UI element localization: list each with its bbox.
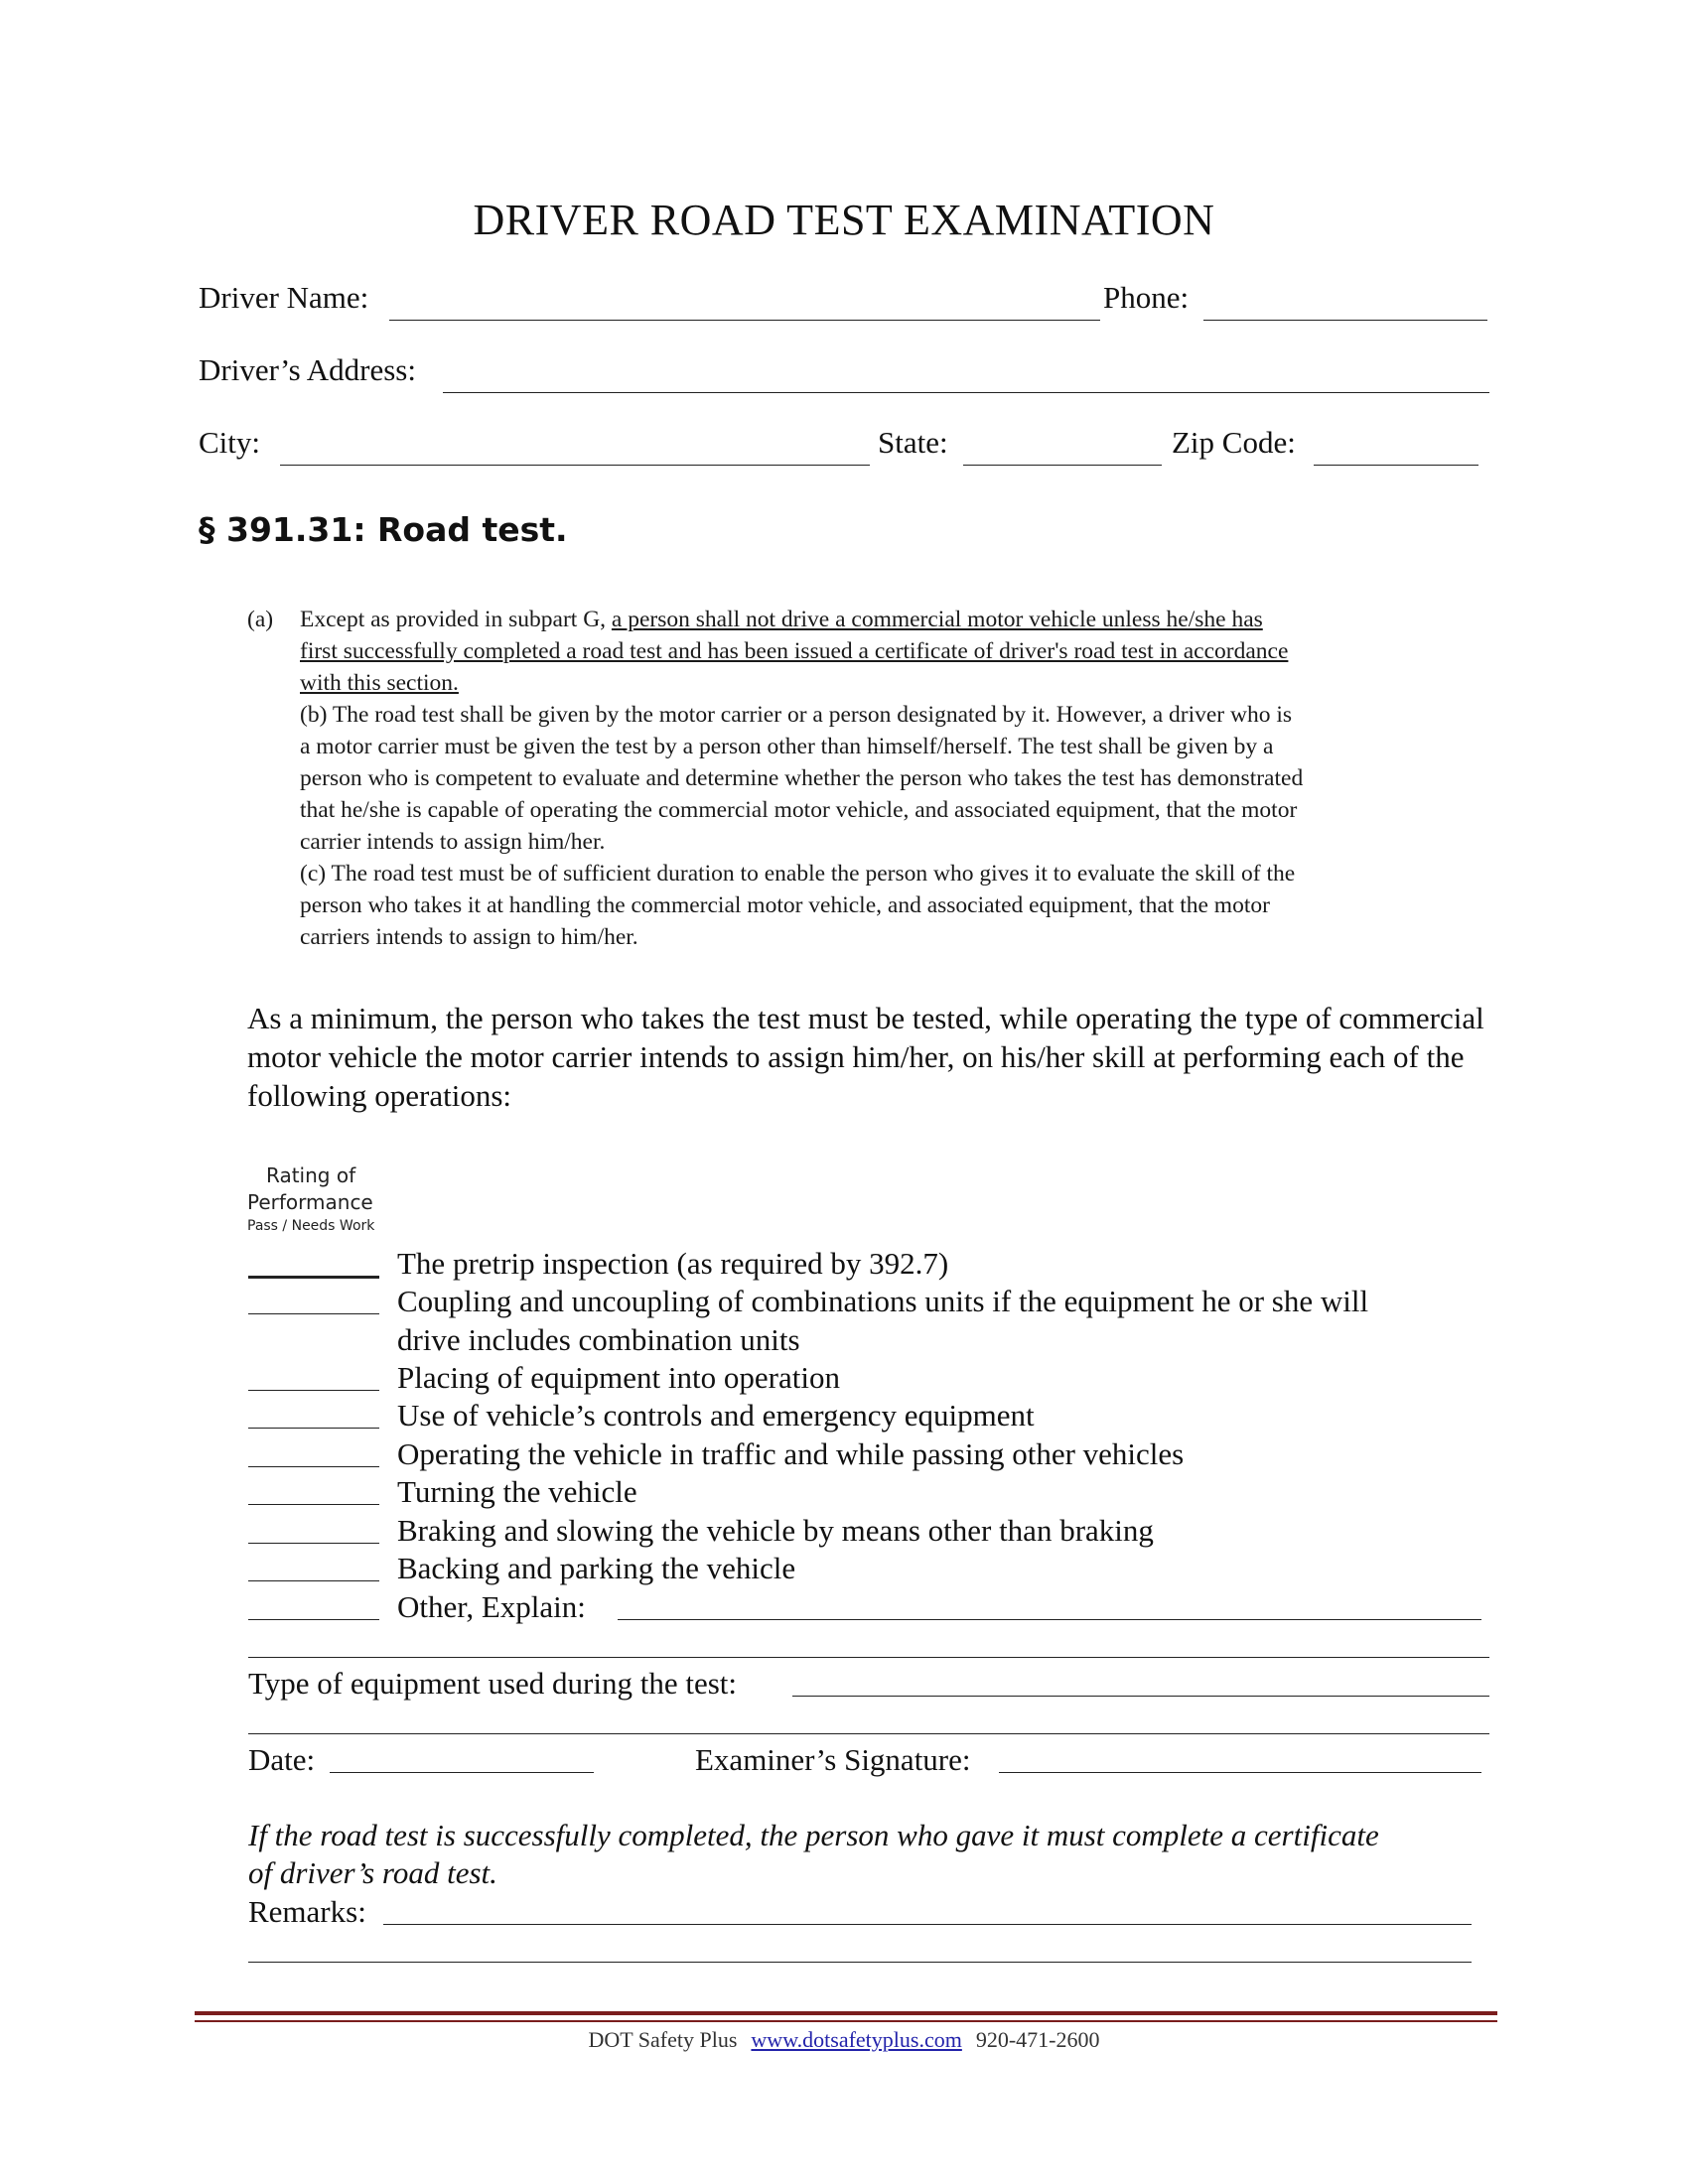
regulation-a-prefix: Except as provided in subpart G,	[300, 607, 607, 632]
operation-item: Turning the vehicle	[397, 1474, 637, 1509]
rating-blank[interactable]	[248, 1543, 379, 1544]
date-field[interactable]	[330, 1772, 594, 1773]
operation-item: Placing of equipment into operation	[397, 1360, 840, 1395]
rating-header-line-3: Pass / Needs Work	[247, 1218, 375, 1234]
regulation-c-line: (c) The road test must be of sufficient duration to enable the person who gives it to evaluate the skill of the	[300, 861, 1296, 887]
state-field[interactable]	[963, 465, 1162, 466]
footer-phone: 920-471-2600	[975, 2027, 1100, 2052]
examiner-signature-field[interactable]	[999, 1772, 1481, 1773]
operation-item: Use of vehicle’s controls and emergency equipment	[397, 1398, 1035, 1433]
rating-blank[interactable]	[248, 1580, 379, 1581]
completion-note-line-1: If the road test is successfully completed, the person who gave it must complete a certificate	[248, 1818, 1379, 1852]
phone-label: Phone:	[1103, 280, 1190, 315]
regulation-c-line: carriers intends to assign to him/her.	[300, 924, 638, 950]
regulation-a-line-1	[300, 604, 1511, 635]
equipment-field-continued[interactable]	[248, 1733, 1489, 1734]
examiner-signature-label: Examiner’s Signature:	[695, 1742, 971, 1777]
other-explain-field[interactable]	[618, 1619, 1481, 1620]
regulation-a-line-3: with this section.	[300, 670, 459, 696]
operation-item: Backing and parking the vehicle	[397, 1551, 796, 1585]
zip-code-label: Zip Code:	[1172, 425, 1296, 460]
footer-rule-thin	[195, 2020, 1497, 2022]
regulation-a-underlined: a person shall not drive a commercial motor vehicle unless he/she has	[611, 607, 1263, 632]
rating-header-line-2: Performance	[247, 1190, 373, 1214]
drivers-address-field[interactable]	[443, 392, 1489, 393]
form-title: DRIVER ROAD TEST EXAMINATION	[473, 196, 1215, 244]
footer-website-link[interactable]: www.dotsafetyplus.com	[751, 2027, 962, 2052]
footer-company: DOT Safety Plus	[588, 2027, 738, 2052]
regulation-a-line-2: first successfully completed a road test and has been issued a certificate of driver's road test in accordance	[300, 638, 1289, 664]
regulation-paragraph	[300, 604, 1511, 953]
rating-blank[interactable]	[248, 1428, 379, 1429]
driver-name-label: Driver Name:	[199, 280, 369, 315]
operation-item: Coupling and uncoupling of combinations units if the equipment he or she will	[397, 1284, 1369, 1318]
regulation-c-line: person who takes it at handling the commercial motor vehicle, and associated equipment, that the motor	[300, 892, 1270, 918]
operation-item: Other, Explain:	[397, 1589, 586, 1624]
regulation-b-line: (b) The road test shall be given by the motor carrier or a person designated by it. However, a driver who is	[300, 702, 1293, 728]
driver-name-field[interactable]	[389, 320, 1100, 321]
equipment-field[interactable]	[792, 1696, 1489, 1697]
footer	[0, 2027, 1688, 2053]
date-label: Date:	[248, 1742, 316, 1777]
operation-item: Operating the vehicle in traffic and while passing other vehicles	[397, 1436, 1185, 1471]
remarks-field[interactable]	[383, 1924, 1472, 1925]
completion-note-line-2: of driver’s road test.	[248, 1855, 497, 1890]
drivers-address-label: Driver’s Address:	[199, 352, 416, 387]
city-field[interactable]	[280, 465, 870, 466]
rating-header-line-1: Rating of	[266, 1163, 356, 1187]
city-label: City:	[199, 425, 261, 460]
remarks-field-continued[interactable]	[248, 1962, 1472, 1963]
section-heading: § 391.31: Road test.	[199, 510, 568, 549]
zip-code-field[interactable]	[1314, 465, 1478, 466]
regulation-b-line: carrier intends to assign him/her.	[300, 829, 606, 855]
phone-field[interactable]	[1203, 320, 1487, 321]
operation-item-continued: drive includes combination units	[397, 1322, 800, 1357]
rating-blank[interactable]	[248, 1504, 379, 1505]
remarks-label: Remarks:	[248, 1894, 366, 1929]
rating-blank[interactable]	[248, 1313, 379, 1314]
rating-blank[interactable]	[248, 1466, 379, 1467]
operation-item: Braking and slowing the vehicle by means other than braking	[397, 1513, 1154, 1548]
other-explain-field-continued[interactable]	[248, 1657, 1489, 1658]
regulation-b-line: person who is competent to evaluate and determine whether the person who takes the test has demonstrated	[300, 765, 1304, 791]
intro-paragraph: As a minimum, the person who takes the test must be tested, while operating the type of commercial motor vehicle the motor carrier intends to assign him/her, on his/her skill at performing each of the following operations:	[247, 1001, 1484, 1113]
regulation-b-line: that he/she is capable of operating the commercial motor vehicle, and associated equipment, that the motor	[300, 797, 1298, 823]
rating-blank[interactable]	[248, 1390, 379, 1391]
equipment-label: Type of equipment used during the test:	[248, 1666, 738, 1701]
rating-blank[interactable]	[248, 1276, 379, 1279]
regulation-a-label: (a)	[247, 607, 274, 632]
rating-blank[interactable]	[248, 1619, 379, 1620]
state-label: State:	[878, 425, 948, 460]
footer-rule	[195, 2011, 1497, 2015]
operation-item: The pretrip inspection (as required by 392.7)	[397, 1246, 949, 1281]
regulation-b-line: a motor carrier must be given the test by a person other than himself/herself. The test shall be given by a	[300, 734, 1274, 759]
